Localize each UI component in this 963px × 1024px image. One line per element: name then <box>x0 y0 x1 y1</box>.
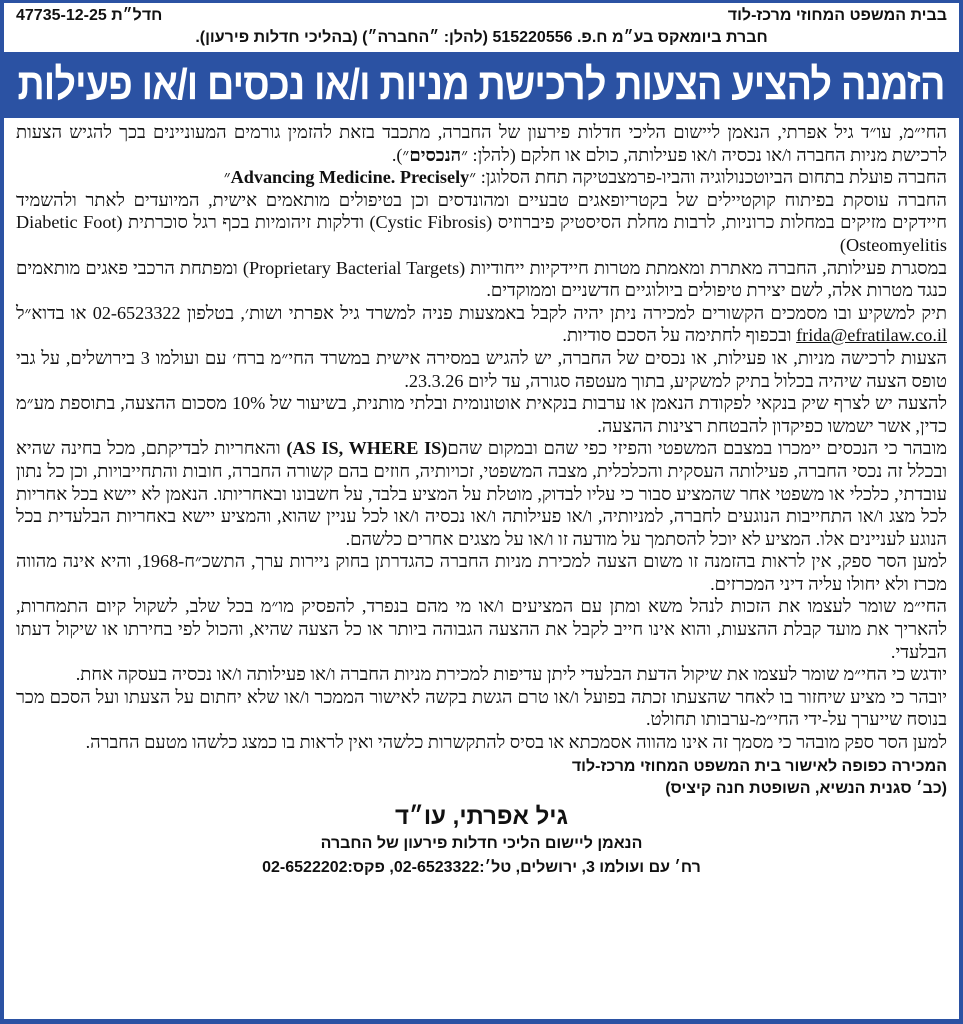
notice-body <box>4 118 959 1019</box>
paragraph-guarantee: להצעה יש לצרף שיק בנקאי לפקודת הנאמן או ערבות בנקאית אוטונומית ובלתי מותנית, בשיעור של 10% מסכום ההצעה, בתוספת מע״מ כדין, אשר ישמשו כפיקדון להבטחת רצינות ההצעה. <box>16 393 947 436</box>
court-name: בבית המשפט המחוזי מרכז-לוד <box>727 7 947 24</box>
trustee-address: רח׳ עם ועולמו 3, ירושלים, טל׳:02-6523322, פקס:02-6522202 <box>262 858 701 876</box>
paragraph-investor-kit <box>16 302 947 347</box>
header-top-row <box>16 5 947 27</box>
as-is-text: והאחריות לבדיקתם, מכל בחינה שהיא ובכלל זה נכסי החברה, פעילותה העסקית והכלכלית, מצבה המשפטי, זכויותיה, חוזים בהם קשורה החברה, חובות והתחייבויות, וכן כל נתון עובדתי, כלכלי או משפטי אחר שהמציע סבור כי עליו לבדוק, מוטלת על המציע בלבד, על חשבונו ובאחריותו. הנאמן לא יישא בכל אחריות לכל מצג ו/או התחייבות הנוגעים לחברה, למניותיה, ו/או פעילותה ו/או נכסיה ו/או לכל עניין שהוא, והמציע יישא באחריות הבלעדית בכל הנוגע לעניינים אלו. המציע לא יוכל להסתמך על מודעה זו ו/או על מצגים אחרים כלשהם. <box>16 438 947 549</box>
paragraph-targets: במסגרת פעילותה, החברה מאתרת ומאמתת מטרות חיידקיות ייחודיות (Proprietary Bacterial Targets) ומפתחת הרכבי פאגים מותאמים כנגד מטרות אלה, לשם יצירת טיפולים ביולוגיים חדשניים וממוקדים. <box>16 257 947 301</box>
case-number: חדל״ת 47735-12-25 <box>16 7 163 24</box>
paragraph-as-is <box>16 437 947 550</box>
paragraph-intro <box>16 121 947 166</box>
paragraph-single-deal: יודגש כי החי״מ שומר לעצמו את שיקול הדעת הבלעדי ליתן עדיפות למכירת מניות החברה ו/או פעילותה ו/או נכסיה בעסקה אחת. <box>75 664 947 685</box>
company-line: חברת ביומאקס בע״מ ח.פ. 515220556 (להלן: ״החברה״) (בהליכי חדלות פירעון). <box>195 29 768 46</box>
title-band <box>4 53 959 116</box>
paragraph-disclaimer: למען הסר ספק מובהר כי מסמך זה אינו מהווה אסמכתא או בסיס להתקשרות כלשהי ואין לראות בו כמצג כלשהו מטעם החברה. <box>85 732 947 753</box>
defined-term-assets: הנכסים <box>409 144 462 165</box>
paragraph-securities-law: למען הסר ספק, אין לראות בהזמנה זו משום הצעה למכירת מניות החברה כהגדרתן בחוק ניירות ערך, התשכ״ח-1968, והיא אינה מהווה מכרז ולא יחולו עליה דיני המכרזים. <box>16 551 947 594</box>
as-is-intro: מובהר כי הנכסים יימכרו במצבם המשפטי והפיזי כפי שהם ובמקום שהם <box>447 438 948 459</box>
as-is-term: (AS IS, WHERE IS) <box>286 438 448 459</box>
slogan-quote-close: ״ <box>223 167 231 188</box>
paragraph-negotiation-rights: החי״מ שומר לעצמו את הזכות לנהל משא ומתן עם המציעים ו/או מי מהם בנפרד, להפסיק מו״מ בכל שלב, לשקול קיום התמחרות, להאריך את מועד קבלת ההצעות, והוא אינו חייב לקבל את ההצעה הגבוהה ביותר או כל הצעה שהיא, והכול לפי בחירתו או שיקול דעתו הבלעדי. <box>16 596 947 662</box>
paragraph-submission: הצעות לרכישה מניות, או פעילות, או נכסים של החברה, יש להגיש במסירה אישית במשרד החי״מ ברח׳ עם ועולמו 3 בירושלים, על גבי טופס הצעה שיהיה בכלול בתיק למשקיע, בתוך מעטפה סגורה, עד ליום 23.3.26. <box>16 347 947 391</box>
email-link[interactable]: frida@efratilaw.co.il <box>796 325 947 346</box>
court-approval-line: המכירה כפופה לאישור בית המשפט המחוזי מרכז-לוד <box>571 757 947 775</box>
slogan-intro: החברה פועלת בתחום הביוטכנולוגיה והביו-פרמצבטיקה תחת הסלוגן: ״ <box>469 167 947 188</box>
trustee-role: הנאמן ליישום הליכי חדלות פירעון של החברה <box>320 834 643 852</box>
paragraph-slogan <box>16 166 947 189</box>
intro-text-end: ״). <box>391 144 410 165</box>
notice-title: הזמנה להציע הצעות לרכישת מניות ו/או נכסים ו/או פעילות <box>17 59 946 109</box>
trustee-name: גיל אפרתי, עו״ד <box>394 802 569 830</box>
header-panel <box>4 3 959 52</box>
investor-kit-text-end: ובכפוף לחתימה על הסכם סודיות. <box>562 325 797 346</box>
paragraph-activity: החברה עוסקת בפיתוח קוקטיילים של בקטריופאגים טבעיים ומהונדסים וכן בטיפולים מותאמים אישית, המיועדים לאתר ולהשמיד חיידקים מזיקים במחלות כרוניות, לרבות מחלת הסיסטיק פיברוזיס (Cystic Fibrosis) ודלקות זיהומיות בכף רגל סוכרתית (Diabetic Foot Osteomyelitis) <box>16 189 947 255</box>
company-slogan: Advancing Medicine. Precisely <box>230 167 470 188</box>
paragraph-forfeiture: יובהר כי מציע שיחזור בו לאחר שהצעתו זכתה בפועל ו/או טרם הגשת בקשה לאישור הממכר ו/או שלא יחתום על הצעתו ועל הסכם מכר בנוסח שייערך על-ידי החי״מ-ערבותו תחולט. <box>16 686 947 730</box>
investor-kit-text: תיק למשקיע ובו מסמכים הקשורים למכירה ניתן יהיה לקבל באמצעות פניה למשרד גיל אפרתי ושות׳, בטלפון 02-6523322 או בדוא״ל <box>16 302 947 323</box>
intro-text: החי״מ, עו״ד גיל אפרתי, הנאמן ליישום הליכי חדלות פירעון של החברה, מתכבד בזאת להזמין גורמים המעוניינים בכך להגיש הצעות לרכישת מניות החברה ו/או נכסיה ו/או פעילותה, כולם או חלקם (להלן: ״ <box>16 122 947 165</box>
judge-line: (כב׳ סגנית הנשיא, השופטת חנה קיציס) <box>665 779 947 797</box>
signature-block <box>16 756 947 880</box>
